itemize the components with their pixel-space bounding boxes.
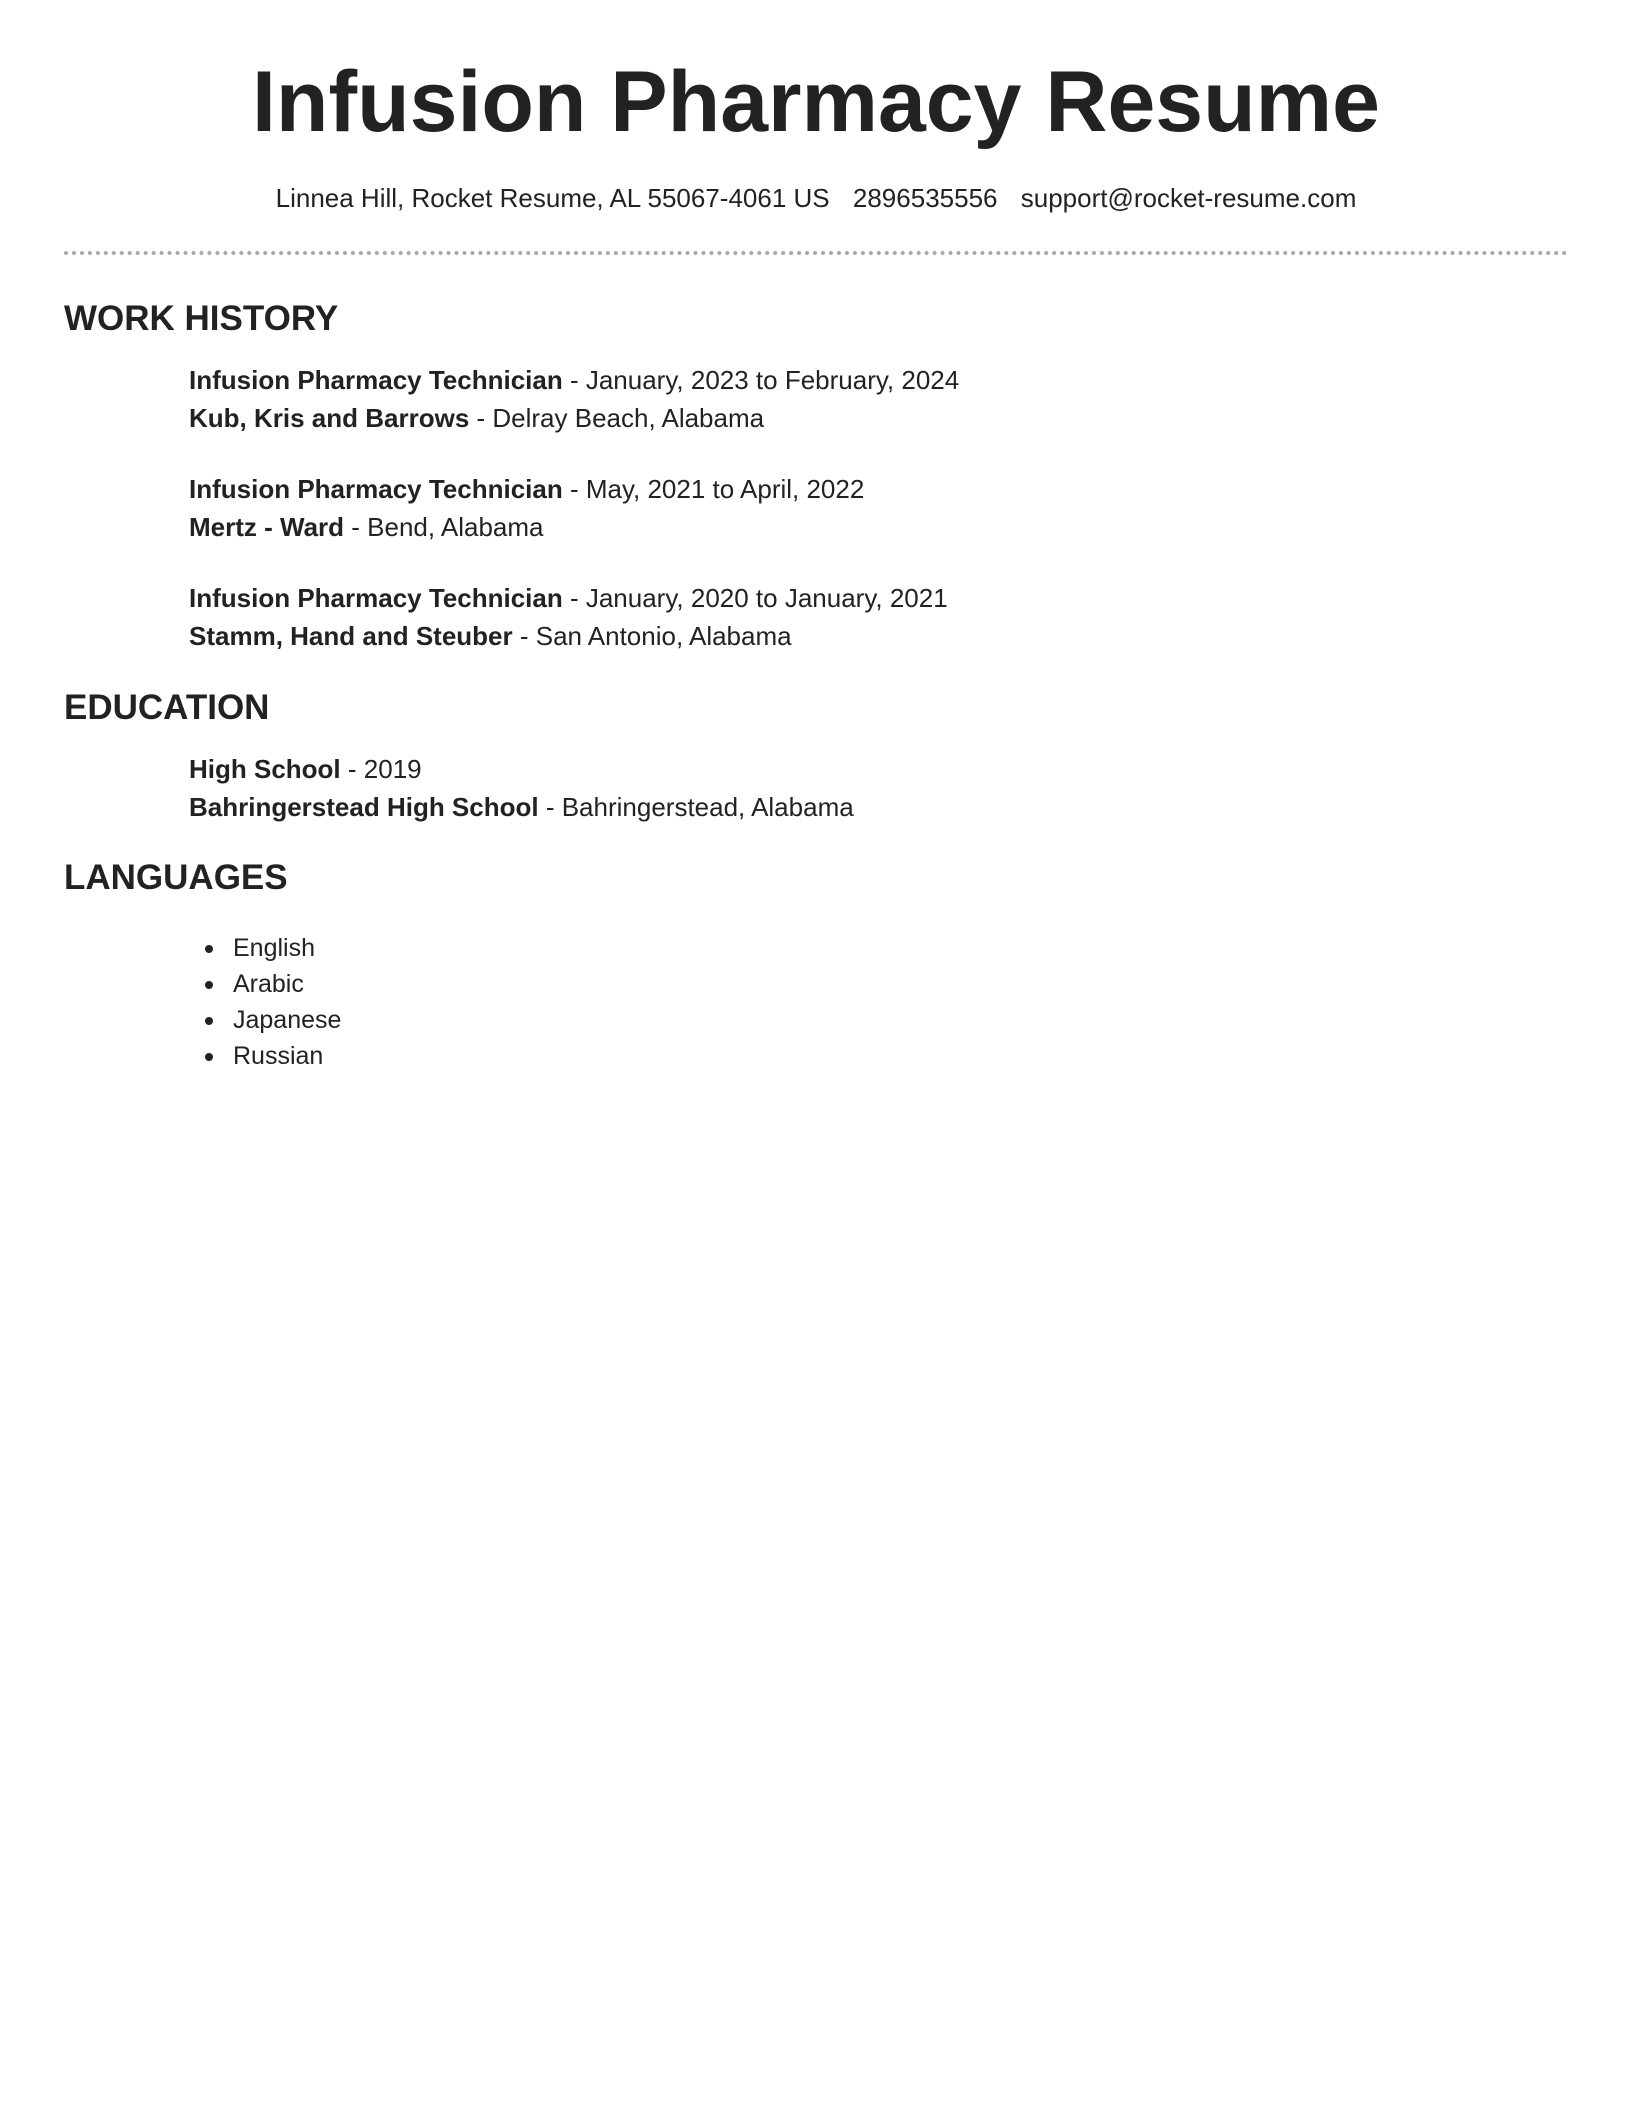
job-title: Infusion Pharmacy Technician [189, 474, 563, 504]
job-company-line [189, 509, 544, 545]
job-title: Infusion Pharmacy Technician [189, 365, 563, 395]
languages-heading: LANGUAGES [64, 858, 288, 897]
job-dates: - May, 2021 to April, 2022 [562, 474, 865, 504]
list-item [189, 1002, 341, 1038]
contact-address: Linnea Hill, Rocket Resume, AL 55067-4061 US [275, 183, 830, 213]
language-label: Russian [233, 1042, 324, 1070]
job-title-line [189, 471, 864, 507]
bullet-icon [205, 1017, 213, 1025]
header-divider [64, 251, 1568, 255]
languages-list [189, 930, 341, 1074]
resume-title: Infusion Pharmacy Resume [252, 54, 1380, 150]
language-label: English [233, 934, 315, 962]
bullet-icon [205, 1053, 213, 1061]
language-label: Japanese [233, 1006, 342, 1034]
job-company: Mertz - Ward [189, 512, 345, 542]
job-title-line [189, 362, 959, 398]
job-company-line [189, 400, 764, 436]
job-company-line [189, 618, 792, 654]
job-location: - Delray Beach, Alabama [469, 403, 765, 433]
job-company: Stamm, Hand and Steuber [189, 621, 513, 651]
job-title: Infusion Pharmacy Technician [189, 583, 563, 613]
work-history-heading: WORK HISTORY [64, 299, 339, 338]
education-location: - Bahringerstead, Alabama [538, 792, 854, 822]
bullet-icon [205, 945, 213, 953]
education-school-line [189, 789, 854, 825]
contact-email: support@rocket-resume.com [1020, 183, 1357, 213]
education-degree: High School [189, 754, 341, 784]
language-label: Arabic [233, 970, 304, 998]
education-heading: EDUCATION [64, 688, 270, 727]
job-company: Kub, Kris and Barrows [189, 403, 470, 433]
job-location: - Bend, Alabama [344, 512, 544, 542]
contact-line [0, 180, 1632, 216]
job-title-line [189, 580, 948, 616]
education-school: Bahringerstead High School [189, 792, 539, 822]
job-dates: - January, 2020 to January, 2021 [562, 583, 948, 613]
education-degree-line [189, 751, 422, 787]
list-item [189, 1038, 341, 1074]
contact-phone: 2896535556 [852, 183, 998, 213]
bullet-icon [205, 981, 213, 989]
education-year: - 2019 [340, 754, 422, 784]
list-item [189, 930, 341, 966]
job-location: - San Antonio, Alabama [512, 621, 792, 651]
list-item [189, 966, 341, 1002]
job-dates: - January, 2023 to February, 2024 [562, 365, 960, 395]
